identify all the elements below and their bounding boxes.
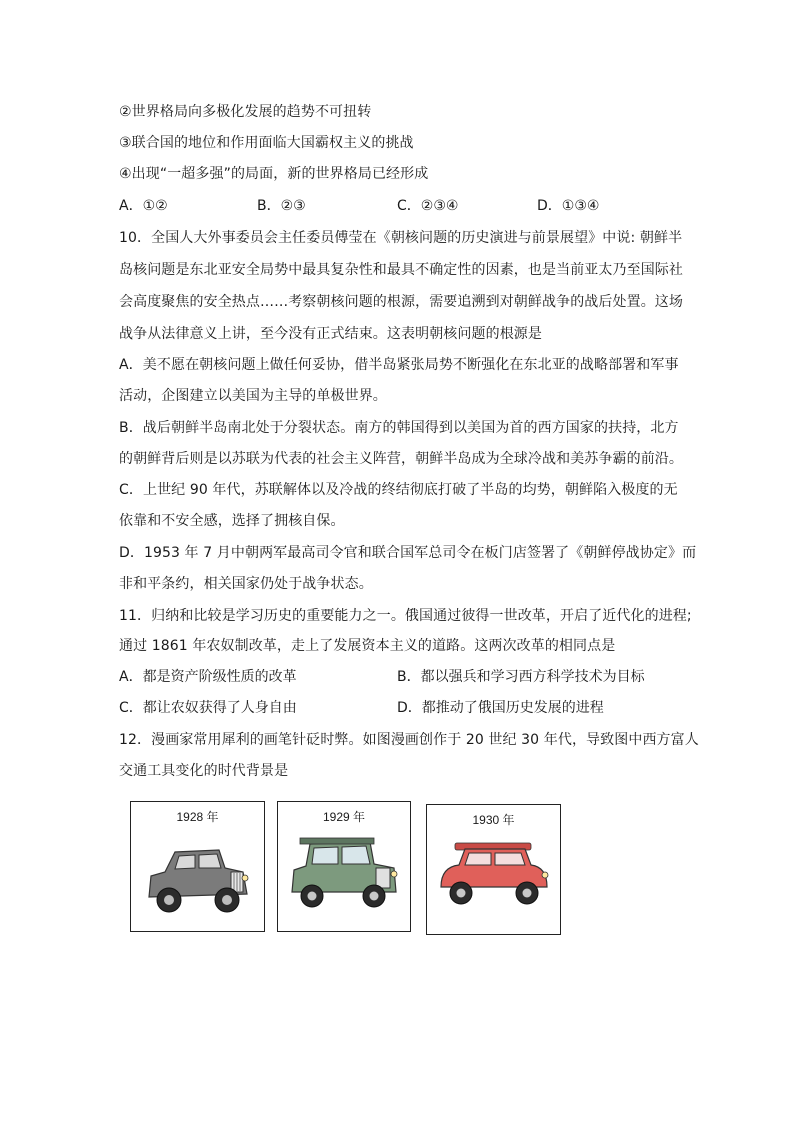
q10-stem-line: 10．全国人大外事委员会主任委员傅莹在《朝核问题的历史演进与前景展望》中说: 朝鲜半 xyxy=(119,230,683,246)
q11-options-row-1 xyxy=(119,667,679,687)
q10-option-a-cont: 活动，企图建立以美国为主导的单极世界。 xyxy=(119,388,387,404)
q10-option-d[interactable]: D．1953 年 7 月中朝两军最高司令官和联合国军总司令在板门店签署了《朝鲜停战协定》而 xyxy=(119,545,697,561)
q9-option-d[interactable]: D．①③④ xyxy=(537,198,600,214)
gray-luxury-car-icon xyxy=(131,802,264,931)
q9-item-2: ②世界格局向多极化发展的趋势不可扭转 xyxy=(119,104,372,120)
q10-option-c[interactable]: C．上世纪 90 年代，苏联解体以及冷战的终结彻底打破了半岛的均势，朝鲜陷入极度的无 xyxy=(119,482,678,498)
q9-option-c[interactable]: C．②③④ xyxy=(397,198,459,214)
q11-option-c[interactable]: C．都让农奴获得了人身自由 xyxy=(119,700,297,716)
q11-option-a[interactable]: A．都是资产阶级性质的改革 xyxy=(119,669,297,685)
q11-stem-line: 通过 1861 年农奴制改革，走上了发展资本主义的道路。这两次改革的相同点是 xyxy=(119,638,616,654)
q10-stem-line: 岛核问题是东北亚安全局势中最具复杂性和最具不确定性的因素，也是当前亚太乃至国际社 xyxy=(119,262,683,278)
q10-option-d-cont: 非和平条约，相关国家仍处于战争状态。 xyxy=(119,576,373,592)
panel-year-label: 1928 年 xyxy=(176,810,219,824)
panel-year-label: 1929 年 xyxy=(322,810,366,824)
q9-item-4: ④出现“一超多强”的局面，新的世界格局已经形成 xyxy=(119,166,429,182)
q10-stem-line: 战争从法律意义上讲，至今没有正式结束。这表明朝核问题的根源是 xyxy=(119,326,542,342)
q9-option-a[interactable]: A．①② xyxy=(119,198,168,214)
q12-stem-line: 交通工具变化的时代背景是 xyxy=(119,763,289,779)
cartoon-panel-1930 xyxy=(426,804,561,935)
q11-stem-line: 11．归纳和比较是学习历史的重要能力之一。俄国通过彼得一世改革，开启了近代化的进程; xyxy=(119,608,692,624)
q11-option-d[interactable]: D．都推动了俄国历史发展的进程 xyxy=(397,700,604,716)
q9-item-3: ③联合国的地位和作用面临大国霸权主义的挑战 xyxy=(119,135,414,151)
red-small-car-icon xyxy=(427,805,560,934)
cartoon-panel-1929 xyxy=(277,801,411,932)
q10-option-b[interactable]: B．战后朝鲜半岛南北处于分裂状态。南方的韩国得到以美国为首的西方国家的扶持，北方 xyxy=(119,420,679,436)
q11-option-b[interactable]: B．都以强兵和学习西方科学技术为目标 xyxy=(397,669,645,685)
cartoon-panel-1928 xyxy=(130,801,265,932)
q9-options xyxy=(119,196,679,216)
q9-option-b[interactable]: B．②③ xyxy=(257,198,306,214)
q10-option-b-cont: 的朝鲜背后则是以苏联为代表的社会主义阵营，朝鲜半岛成为全球冷战和美苏争霸的前沿。 xyxy=(119,451,683,467)
q10-stem-line: 会高度聚焦的安全热点……考察朝核问题的根源，需要追溯到对朝鲜战争的战后处置。这场 xyxy=(119,294,683,310)
panel-year-label: 1930 年 xyxy=(472,813,515,827)
q10-option-a[interactable]: A．美不愿在朝核问题上做任何妥协，借半岛紧张局势不断强化在东北亚的战略部署和军事 xyxy=(119,357,679,373)
q11-options-row-2 xyxy=(119,698,679,718)
q12-stem-line: 12．漫画家常用犀利的画笔针砭时弊。如图漫画创作于 20 世纪 30 年代，导致图中西方富人 xyxy=(119,732,699,748)
q10-option-c-cont: 依靠和不安全感，选择了拥核自保。 xyxy=(119,513,345,529)
green-compact-car-icon xyxy=(278,802,410,931)
